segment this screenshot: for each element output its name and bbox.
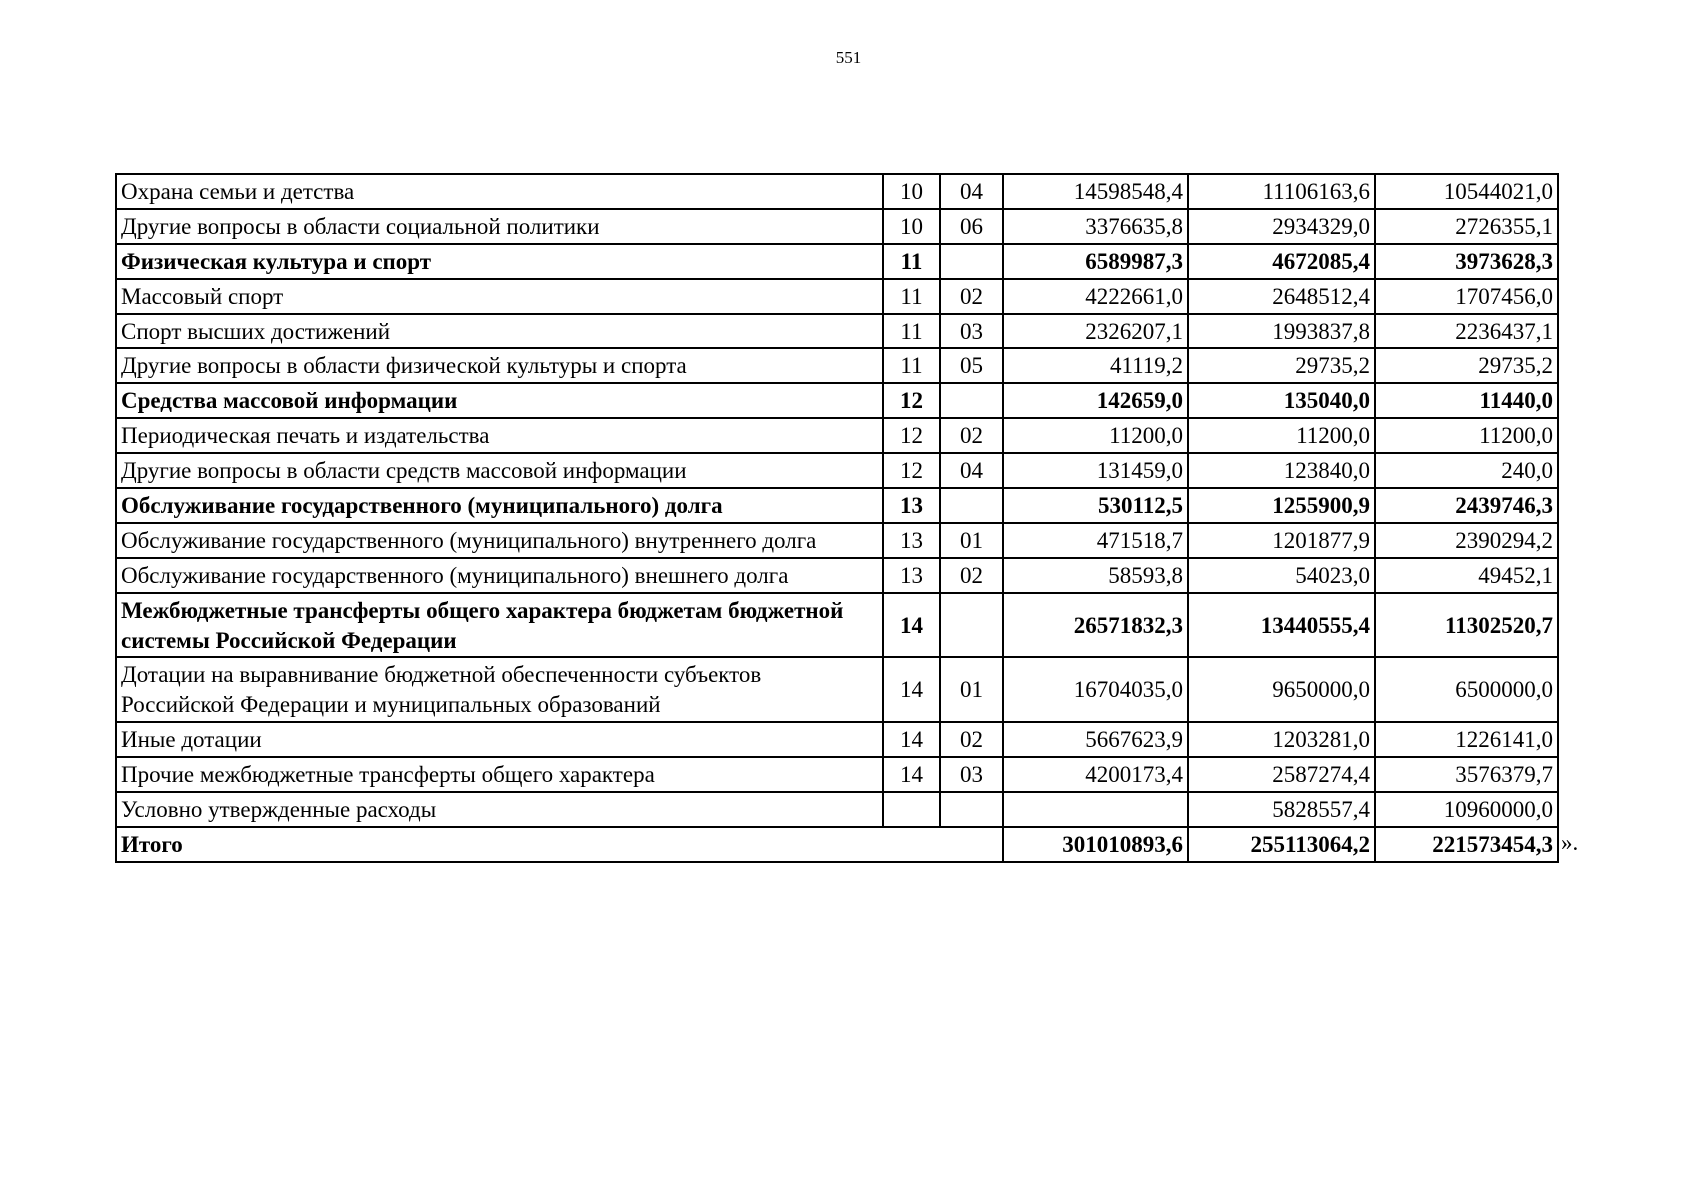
expense-name-cell: Охрана семьи и детства [116, 174, 883, 209]
table-row [116, 279, 1558, 314]
amount-year2-cell: 2934329,0 [1188, 209, 1375, 244]
budget-table-body [116, 174, 1558, 862]
amount-year3-cell: 2236437,1 [1375, 314, 1558, 349]
section-code-cell: 10 [883, 209, 940, 244]
amount-year3-cell: 240,0 [1375, 453, 1558, 488]
subsection-code-cell: 04 [940, 453, 1003, 488]
table-row [116, 722, 1558, 757]
amount-year2-cell: 13440555,4 [1188, 593, 1375, 658]
section-code-cell: 11 [883, 279, 940, 314]
amount-year1-cell: 2326207,1 [1003, 314, 1188, 349]
amount-year2-cell: 9650000,0 [1188, 657, 1375, 722]
amount-year1-cell: 4222661,0 [1003, 279, 1188, 314]
section-code-cell: 14 [883, 722, 940, 757]
amount-year2-cell: 1201877,9 [1188, 523, 1375, 558]
amount-year3-cell: 10960000,0 [1375, 792, 1558, 827]
amount-year2-cell: 2648512,4 [1188, 279, 1375, 314]
subsection-code-cell [940, 593, 1003, 658]
subsection-code-cell: 02 [940, 279, 1003, 314]
subsection-code-cell: 01 [940, 657, 1003, 722]
subsection-code-cell: 05 [940, 348, 1003, 383]
amount-year3-cell: 6500000,0 [1375, 657, 1558, 722]
expense-name-cell: Условно утвержденные расходы [116, 792, 883, 827]
budget-table-wrapper [115, 173, 1559, 863]
subsection-code-cell: 02 [940, 722, 1003, 757]
section-code-cell [883, 792, 940, 827]
subsection-code-cell [940, 244, 1003, 279]
expense-name-cell: Другие вопросы в области социальной политики [116, 209, 883, 244]
expense-name-cell: Иные дотации [116, 722, 883, 757]
amount-year3-cell: 11302520,7 [1375, 593, 1558, 658]
amount-year1-cell: 16704035,0 [1003, 657, 1188, 722]
amount-year1-cell: 6589987,3 [1003, 244, 1188, 279]
amount-year1-cell: 5667623,9 [1003, 722, 1188, 757]
amount-year1-cell: 471518,7 [1003, 523, 1188, 558]
amount-year1-cell: 131459,0 [1003, 453, 1188, 488]
amount-year3-cell: 29735,2 [1375, 348, 1558, 383]
section-code-cell: 12 [883, 383, 940, 418]
section-code-cell: 11 [883, 348, 940, 383]
table-row [116, 244, 1558, 279]
subsection-code-cell [940, 488, 1003, 523]
subsection-code-cell [940, 383, 1003, 418]
amount-year2-cell: 1255900,9 [1188, 488, 1375, 523]
amount-year3-cell: 3973628,3 [1375, 244, 1558, 279]
amount-year3-cell: 2439746,3 [1375, 488, 1558, 523]
total-amount-year3-cell: 221573454,3 [1375, 827, 1558, 862]
expense-name-cell: Другие вопросы в области средств массовой информации [116, 453, 883, 488]
expense-name-cell: Массовый спорт [116, 279, 883, 314]
amount-year2-cell: 54023,0 [1188, 558, 1375, 593]
total-label-cell: Итого [116, 827, 1003, 862]
section-code-cell: 13 [883, 523, 940, 558]
amount-year2-cell: 5828557,4 [1188, 792, 1375, 827]
amount-year3-cell: 11200,0 [1375, 418, 1558, 453]
total-amount-year2-cell: 255113064,2 [1188, 827, 1375, 862]
expense-name-cell: Межбюджетные трансферты общего характера бюджетам бюджетной системы Российской Федерации [116, 593, 883, 658]
subsection-code-cell: 01 [940, 523, 1003, 558]
page-number: 551 [835, 48, 862, 67]
amount-year1-cell: 58593,8 [1003, 558, 1188, 593]
amount-year3-cell: 10544021,0 [1375, 174, 1558, 209]
expense-name-cell: Обслуживание государственного (муниципального) внутреннего долга [116, 523, 883, 558]
amount-year2-cell: 11106163,6 [1188, 174, 1375, 209]
amount-year1-cell: 142659,0 [1003, 383, 1188, 418]
section-code-cell: 14 [883, 657, 940, 722]
amount-year3-cell: 11440,0 [1375, 383, 1558, 418]
expense-name-cell: Обслуживание государственного (муниципального) внешнего долга [116, 558, 883, 593]
amount-year1-cell: 11200,0 [1003, 418, 1188, 453]
expense-name-cell: Обслуживание государственного (муниципального) долга [116, 488, 883, 523]
section-code-cell: 12 [883, 453, 940, 488]
table-row [116, 174, 1558, 209]
expense-name-cell: Спорт высших достижений [116, 314, 883, 349]
table-row [116, 558, 1558, 593]
amount-year2-cell: 135040,0 [1188, 383, 1375, 418]
table-row [116, 418, 1558, 453]
amount-year1-cell: 4200173,4 [1003, 757, 1188, 792]
amount-year2-cell: 1993837,8 [1188, 314, 1375, 349]
section-code-cell: 11 [883, 314, 940, 349]
amount-year1-cell: 26571832,3 [1003, 593, 1188, 658]
amount-year3-cell: 2726355,1 [1375, 209, 1558, 244]
table-row [116, 792, 1558, 827]
amount-year1-cell: 3376635,8 [1003, 209, 1188, 244]
table-row [116, 383, 1558, 418]
table-row [116, 757, 1558, 792]
table-row [116, 657, 1558, 722]
table-row [116, 348, 1558, 383]
subsection-code-cell: 02 [940, 558, 1003, 593]
amount-year1-cell: 41119,2 [1003, 348, 1188, 383]
table-row [116, 453, 1558, 488]
table-row [116, 209, 1558, 244]
amount-year2-cell: 29735,2 [1188, 348, 1375, 383]
amount-year1-cell [1003, 792, 1188, 827]
amount-year2-cell: 4672085,4 [1188, 244, 1375, 279]
amount-year1-cell: 530112,5 [1003, 488, 1188, 523]
section-code-cell: 14 [883, 593, 940, 658]
budget-table [115, 173, 1559, 863]
total-amount-year1-cell: 301010893,6 [1003, 827, 1188, 862]
subsection-code-cell: 06 [940, 209, 1003, 244]
subsection-code-cell [940, 792, 1003, 827]
subsection-code-cell: 03 [940, 757, 1003, 792]
subsection-code-cell: 03 [940, 314, 1003, 349]
table-row [116, 314, 1558, 349]
amount-year3-cell: 1707456,0 [1375, 279, 1558, 314]
amount-year3-cell: 3576379,7 [1375, 757, 1558, 792]
amount-year1-cell: 14598548,4 [1003, 174, 1188, 209]
expense-name-cell: Дотации на выравнивание бюджетной обеспеченности субъектов Российской Федерации и муниципальных образований [116, 657, 883, 722]
amount-year3-cell: 1226141,0 [1375, 722, 1558, 757]
amount-year2-cell: 1203281,0 [1188, 722, 1375, 757]
section-code-cell: 13 [883, 488, 940, 523]
expense-name-cell: Средства массовой информации [116, 383, 883, 418]
amount-year2-cell: 11200,0 [1188, 418, 1375, 453]
expense-name-cell: Прочие межбюджетные трансферты общего характера [116, 757, 883, 792]
amount-year2-cell: 2587274,4 [1188, 757, 1375, 792]
expense-name-cell: Периодическая печать и издательства [116, 418, 883, 453]
table-row [116, 593, 1558, 658]
total-row [116, 827, 1558, 862]
amount-year3-cell: 49452,1 [1375, 558, 1558, 593]
amount-year2-cell: 123840,0 [1188, 453, 1375, 488]
table-row [116, 523, 1558, 558]
expense-name-cell: Другие вопросы в области физической культуры и спорта [116, 348, 883, 383]
section-code-cell: 11 [883, 244, 940, 279]
table-row [116, 488, 1558, 523]
expense-name-cell: Физическая культура и спорт [116, 244, 883, 279]
section-code-cell: 14 [883, 757, 940, 792]
section-code-cell: 13 [883, 558, 940, 593]
amount-year3-cell: 2390294,2 [1375, 523, 1558, 558]
section-code-cell: 12 [883, 418, 940, 453]
section-code-cell: 10 [883, 174, 940, 209]
closing-quote-mark: ». [1561, 829, 1579, 855]
subsection-code-cell: 04 [940, 174, 1003, 209]
subsection-code-cell: 02 [940, 418, 1003, 453]
